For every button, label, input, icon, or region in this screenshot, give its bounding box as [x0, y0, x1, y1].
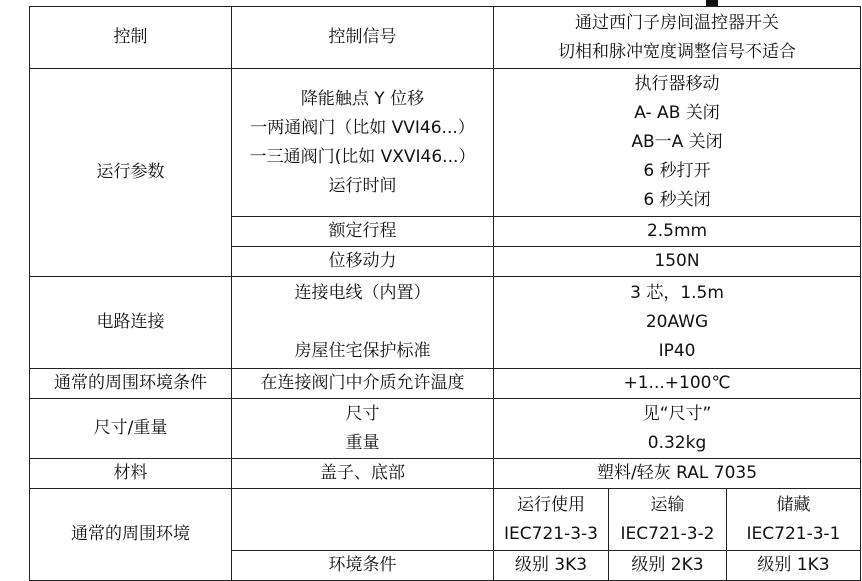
- ambient-row: [30, 369, 861, 399]
- environment-col-title: 储藏: [776, 494, 811, 515]
- operating-value: 6 秒关闭: [643, 190, 711, 210]
- environment-col-transport: [609, 489, 727, 551]
- operating-params: [232, 69, 494, 217]
- operating-value: A- AB 关闭: [634, 103, 720, 123]
- header-control-signal: 控制信号: [232, 7, 494, 69]
- operating-label: 运行参数: [30, 69, 232, 277]
- header-signal-line-2: 切相和脉冲宽度调整信号不适合: [558, 41, 797, 62]
- operating-value: AB一A 关闭: [631, 132, 723, 152]
- operating-row: [30, 69, 861, 217]
- awg-value: 20AWG: [645, 312, 709, 332]
- header-signal-description: [494, 7, 861, 69]
- dimensions-row: [30, 399, 861, 459]
- stroke-label: 额定行程: [232, 217, 494, 247]
- environment-col-title: 运输: [650, 494, 685, 515]
- material-value: 塑料/轻灰 RAL 7035: [494, 459, 861, 489]
- weight-label: 重量: [345, 432, 380, 453]
- operating-param: 一三通阀门(比如 VXVI46...）: [249, 146, 476, 167]
- environment-blank: [232, 489, 494, 551]
- stroke-value: 2.5mm: [494, 217, 861, 247]
- environment-label: 通常的周围环境: [30, 489, 232, 581]
- material-param: 盖子、底部: [232, 459, 494, 489]
- environment-col-operation: [494, 489, 609, 551]
- operating-param: 降能触点 Y 位移: [300, 88, 425, 109]
- environment-condition-label: 环境条件: [232, 551, 494, 581]
- environment-level: 级别 1K3: [727, 551, 861, 581]
- force-label: 位移动力: [232, 247, 494, 277]
- force-value: 150N: [494, 247, 861, 277]
- operating-param: 一两通阀门（比如 VVI46...）: [250, 117, 475, 138]
- dimensions-params: [232, 399, 494, 459]
- circuit-values: [494, 277, 861, 369]
- dimensions-values: [494, 399, 861, 459]
- cable-label: 连接电线（内置）: [294, 283, 431, 303]
- operating-param: 运行时间: [328, 175, 397, 196]
- dimensions-label: 尺寸/重量: [30, 399, 232, 459]
- environment-col-title: 运行使用: [517, 494, 585, 515]
- operating-values: [494, 69, 861, 217]
- size-value: 见“尺寸”: [642, 403, 712, 424]
- circuit-row: [30, 277, 861, 369]
- environment-col-standard: IEC721-3-3: [504, 523, 598, 544]
- environment-col-storage: [727, 489, 861, 551]
- protection-value: IP40: [658, 341, 696, 361]
- ambient-label: 通常的周围环境条件: [30, 369, 232, 399]
- material-row: [30, 459, 861, 489]
- environment-col-standard: IEC721-3-1: [746, 523, 841, 544]
- ambient-param: 在连接阀门中介质允许温度: [232, 369, 494, 399]
- cable-value: 3 芯，1.5m: [630, 283, 724, 303]
- ambient-value: +1...+100℃: [494, 369, 861, 399]
- header-signal-line-1: 通过西门子房间温控器开关: [575, 12, 780, 33]
- environment-level: 级别 2K3: [609, 551, 727, 581]
- protection-label: 房屋住宅保护标准: [294, 341, 431, 361]
- material-label: 材料: [30, 459, 232, 489]
- circuit-params: [232, 277, 494, 369]
- environment-col-standard: IEC721-3-2: [620, 523, 715, 544]
- spec-table: [29, 6, 861, 581]
- circuit-blank-line: [232, 308, 493, 337]
- header-control: 控制: [30, 7, 232, 69]
- environment-level: 级别 3K3: [494, 551, 609, 581]
- header-row: [30, 7, 861, 69]
- environment-row: [30, 489, 861, 551]
- weight-value: 0.32kg: [647, 432, 707, 453]
- operating-value: 6 秒打开: [643, 161, 711, 181]
- circuit-label: 电路连接: [30, 277, 232, 369]
- operating-value: 执行器移动: [634, 74, 720, 94]
- size-label: 尺寸: [345, 403, 380, 424]
